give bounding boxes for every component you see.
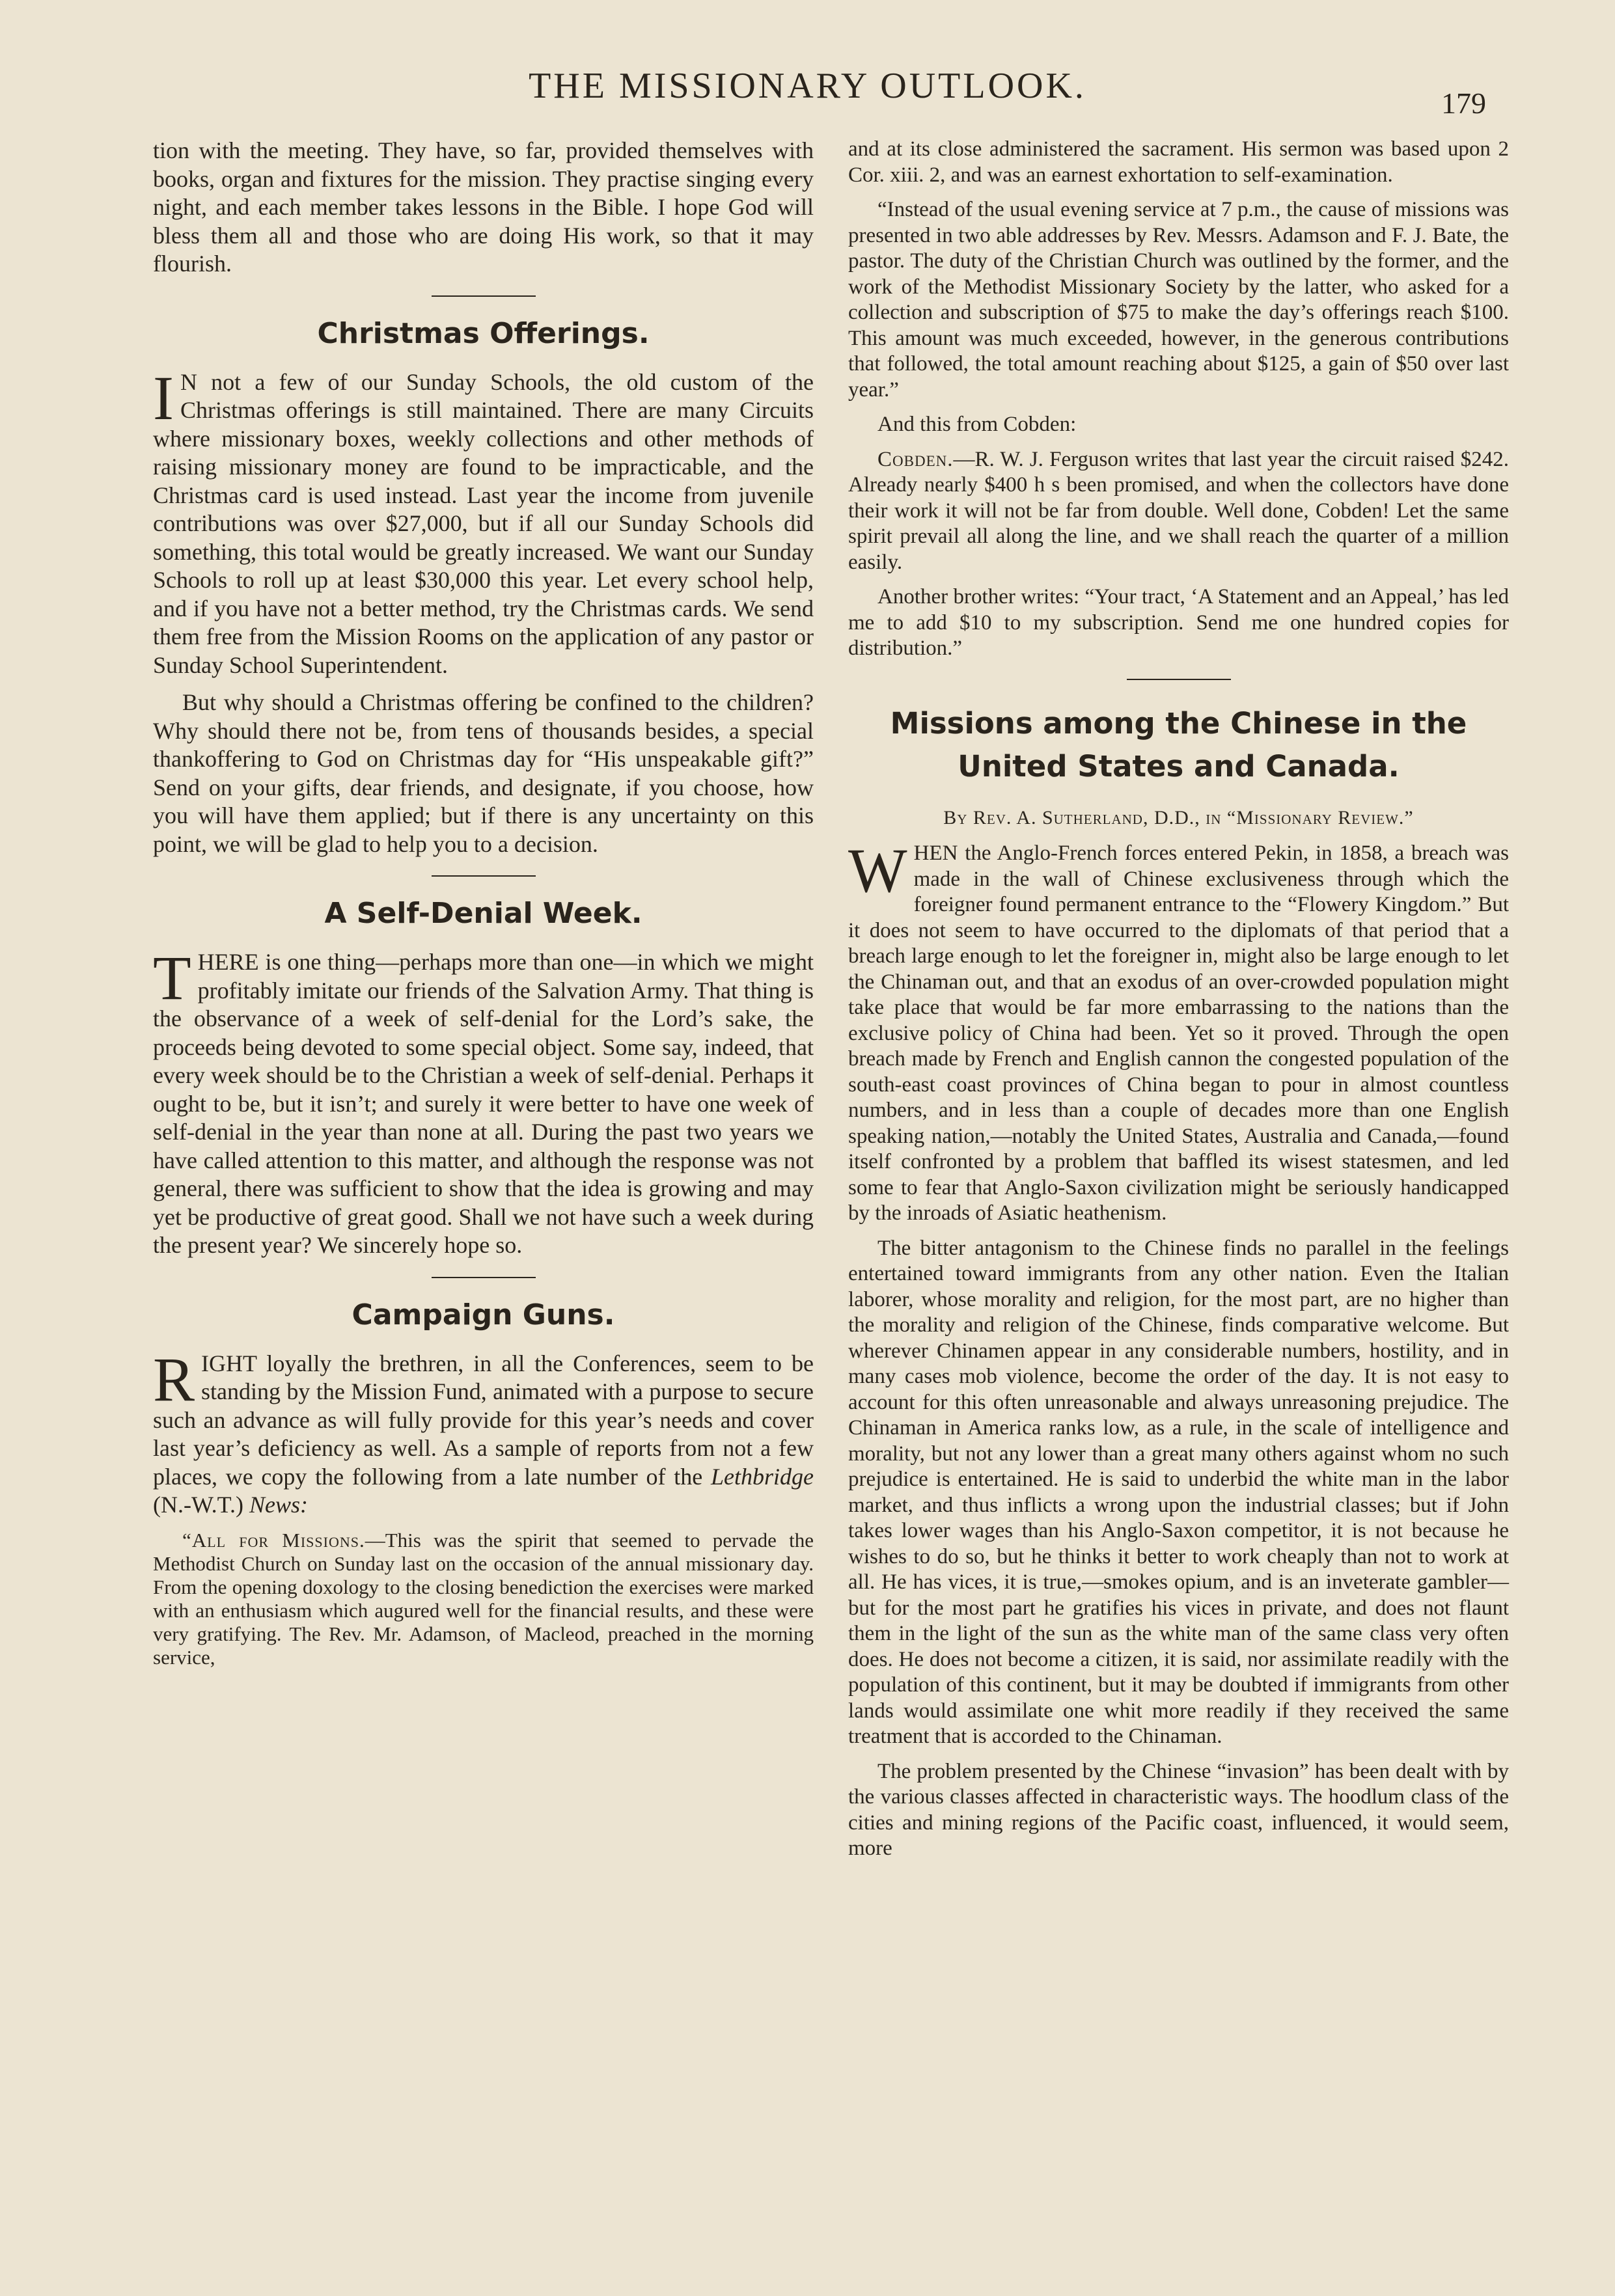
chinese-missions-heading: Missions among the Chinese in the United States and Canada.	[890, 705, 1467, 784]
section-divider	[432, 295, 536, 297]
self-denial-heading: A Self-Denial Week.	[324, 897, 642, 930]
page-number: 179	[1441, 87, 1486, 120]
chinese-missions-paragraph-2: The bitter antagonism to the Chinese finds no parallel in the feelings entertained toward immigrants from any other nation. Even the Italian laborer, whose morality and religion, for the most part, are no higher than the morality and religion of the Chinese, finds comparative welcome. But wherever Chinamen appear in any considerable numbers, hostility, and in many cases mob violence, become the order of the day. It is not easy to account for this often unreasonable and always unreasoning prejudice. The Chinaman in America ranks low, as a rule, in the scale of intelligence and morality, but not any lower than a great many others against whom no such prejudice is entertained. He is said to underbid the white man in the labor market, and thus inflicts a wrong upon the industrial classes; but if John takes lower wages than his Anglo-Saxon competitor, it is not because he wishes to do so, but he thinks it better to work cheaply than not to work at all. He has vices, it is true,—smokes opium, and is an inveterate gambler—but for the most part he gratifies his vices in private, and does not flaunt them in the light of the sun as the white man of the same class very often does. He does not become a citizen, it is said, nor assimilate readily with the population of this continent, but it may be doubted if immigrants from other lands would assimilate one whit more readily if they received the same treatment that is accorded to the Chinaman.	[848, 1236, 1509, 1748]
drop-cap: W	[848, 836, 907, 905]
newspaper-name: Lethbridge	[711, 1463, 814, 1490]
newspaper-news: News:	[249, 1492, 308, 1518]
campaign-guns-heading: Campaign Guns.	[352, 1298, 615, 1332]
christmas-offerings-heading: Christmas Offerings.	[317, 316, 650, 350]
christmas-offerings-paragraph-1: I N not a few of our Sunday Schools, the old custom of the Christmas offerings is still maintained. There are many Circuits where missionary boxes, weekly collections and other methods of raising missionary money are found to be impracticable, and the Christmas card is used instead. Last year the income from juvenile contributions was over $27,000, but if all our Sunday Schools did something, this total would be greatly increased. We want our Sunday Schools to roll up at least $30,000 this year. Let every school help, and if you have not a better method, try the Christmas cards. We send them free from the Mission Rooms on the application of any pastor or Sunday School Superintendent.	[153, 362, 814, 678]
cobden-report: Cobden.—R. W. J. Ferguson writes that last year the circuit raised $242. Already nearly $400 h s been promised, and when the collectors have done their work it will not be far from double. Well done, Cobden! Let the same spirit prevail all along the line, and we shall reach the quarter of a million easily.	[848, 447, 1509, 574]
campaign-guns-paragraph: RIGHT loyally the brethren, in all the Conferences, seem to be standing by the Mission Fund, animated with a purpose to secure such an advance as will fully provide for this year’s needs and cover last year’s deficiency as well. As a sample of reports from not a few places, we copy the following from a late number of the Lethbridge (N.-W.T.) News:	[153, 1344, 814, 1518]
sermon-paragraph: and at its close administered the sacrament. His sermon was based upon 2 Cor. xiii. 2, and was an earnest exhortation to self-examination.	[848, 137, 1509, 187]
cobden-intro: And this from Cobden:	[877, 413, 1077, 436]
section-divider	[1127, 679, 1231, 680]
self-denial-paragraph: THERE is one thing—perhaps more than one—in which we might profitably imitate our friends of the Salvation Army. That thing is the observance of a week of self-denial for the Lord’s sake, the proceeds being devoted to some special object. Some say, indeed, that every week should be to the Christian a week of self-denial. Perhaps it ought to be, but it isn’t; and surely it were better to have one week of self-denial in the year than none at all. During the past two years we have called attention to this matter, and although the response was not general, there was sufficient to show that the idea is growing and may yet be productive of great good. Shall we not have such a week during the present year? We sincerely hope so.	[153, 943, 814, 1258]
section-divider	[432, 875, 536, 877]
section-divider	[432, 1277, 536, 1278]
chinese-missions-paragraph-3: The problem presented by the Chinese “invasion” has been dealt with by the various classes affected in characteristic ways. The hoodlum class of the cities and mining regions of the Pacific coast, influenced, it would seem, more	[848, 1759, 1509, 1860]
lethbridge-quote: “All for Missions.—This was the spirit that seemed to pervade the Methodist Church on Sunday last on the occasion of the annual missionary day. From the opening doxology to the closing benediction the exercises were marked with an enthusiasm which augured well for the financial results, and these were very gratifying. The Rev. Mr. Adamson, of Macleod, preached in the morning service,	[153, 1528, 814, 1669]
evening-service-paragraph: “Instead of the usual evening service at 7 p.m., the cause of missions was presented in two able addresses by Rev. Messrs. Adamson and F. J. Bate, the pastor. The duty of the Christian Church was outlined by the former, and the work of the Methodist Missionary Society by the latter, who asked for a collection and subscription of $75 to make the day’s offerings reach $100. This amount was much exceeded, however, in the generous contributions that followed, the total amount reaching about $125, a gain of $50 over last year.”	[848, 198, 1509, 402]
intro-paragraph: tion with the meeting. They have, so far, provided themselves with books, organ and fixtures for the mission. They practise singing every night, and each member takes lessons in the Bible. I hope God will bless them all and those who are doing His work, so that it may flourish.	[153, 137, 814, 277]
drop-cap: I	[153, 362, 174, 433]
christmas-offerings-paragraph-2: But why should a Christmas offering be confined to the children? Why should there not be, from tens of thousands besides, a special thankoffering to God on Christmas day for “His unspeakable gift?” Send on your gifts, dear friends, and designate, if you choose, how you will have them applied; but if there is any uncertainty on this point, we will be glad to help you to a decision.	[153, 689, 814, 857]
masthead-title: THE MISSIONARY OUTLOOK.	[529, 66, 1086, 106]
left-column	[153, 137, 814, 1678]
drop-cap: T	[153, 943, 191, 1013]
chinese-missions-paragraph-1: WHEN the Anglo-French forces entered Pekin, in 1858, a breach was made in the wall of Chinese exclusiveness through which the foreigner found permanent entrance to the “Flowery Kingdom.” But it does not seem to have occurred to the diplomats of that period that a breach large enough to let the foreigner in, might also be large enough to let the Chinaman out, and that an exodus of an over-crowded population might take place that would be far more embarrassing to the nations than the exclusive policy of China had been. Yet so it proved. Through the open breach made by French and English cannon the congested population of the south-east coast provinces of China began to pour in almost countless numbers, and in less than a couple of decades more than one English speaking nation,—notably the United States, Australia and Canada,—found itself confronted by a problem that baffled its wisest statesmen, and led some to fear that Anglo-Saxon civilization might be seriously handicapped by the inroads of Asiatic heathenism.	[848, 836, 1509, 1225]
right-column	[848, 137, 1509, 1871]
drop-cap: R	[153, 1344, 195, 1414]
another-brother-paragraph: Another brother writes: “Your tract, ‘A Statement and an Appeal,’ has led me to add $10 to my subscription. Send me one hundred copies for distribution.”	[848, 585, 1509, 660]
article-byline: By Rev. A. Sutherland, D.D., in “Missionary Review.”	[943, 806, 1414, 828]
